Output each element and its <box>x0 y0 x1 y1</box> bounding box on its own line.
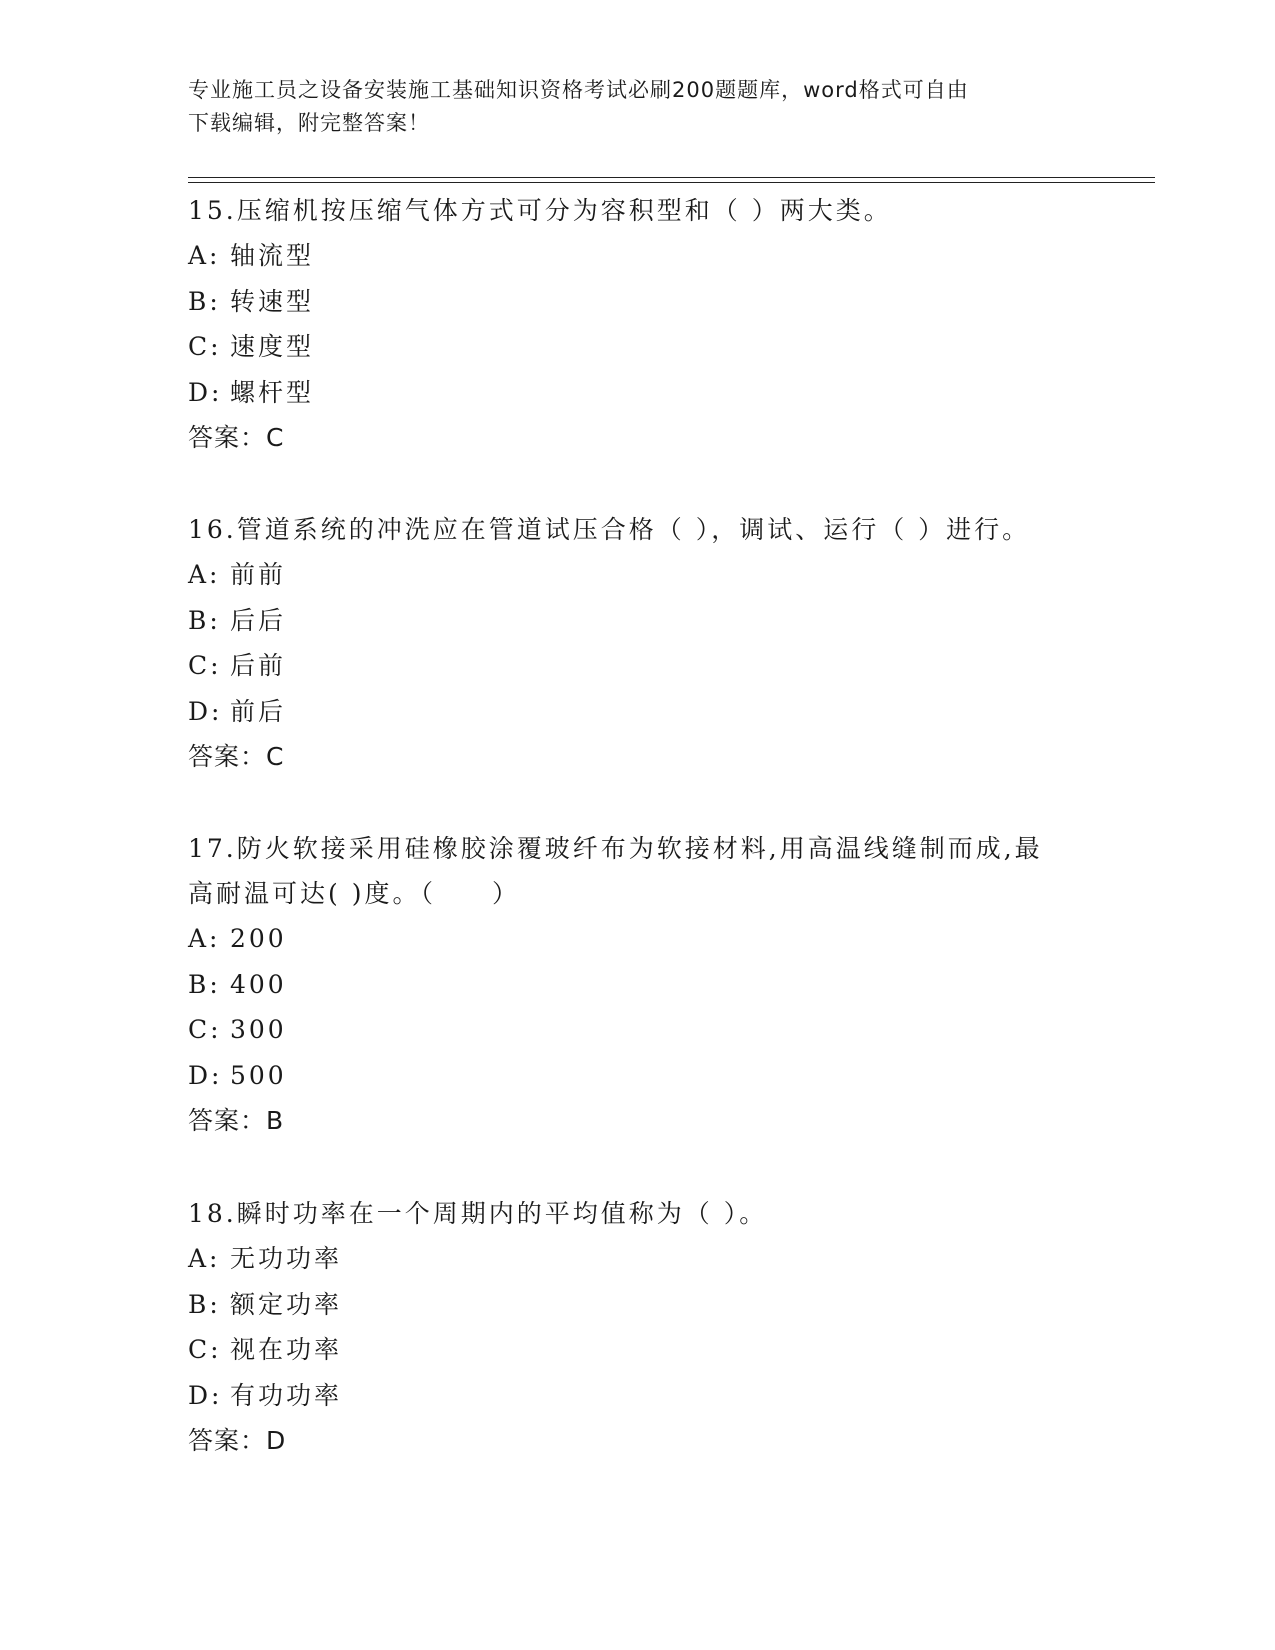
option-letter: C: <box>188 1015 222 1044</box>
option-letter: A: <box>188 924 221 953</box>
option-text: 后前 <box>230 651 287 680</box>
option-b <box>188 598 1088 644</box>
header-line-1: 专业施工员之设备安装施工基础知识资格考试必刷200题题库，word格式可自由 <box>188 78 969 102</box>
option-letter: B: <box>188 1289 221 1319</box>
option-letter: D: <box>188 696 223 726</box>
option-letter: A: <box>188 1244 221 1273</box>
option-letter: C: <box>188 651 222 680</box>
question-17 <box>188 826 1088 1143</box>
question-16 <box>188 507 1088 779</box>
option-letter: D: <box>188 377 223 407</box>
option-text: 螺杆型 <box>230 377 315 407</box>
option-a <box>188 916 1088 962</box>
option-c <box>188 324 1088 370</box>
option-a <box>188 233 1088 279</box>
option-text: 后后 <box>230 605 287 635</box>
option-text: 400 <box>230 969 287 999</box>
question-stem-continued: 高耐温可达( )度。（ ） <box>188 879 520 908</box>
option-c <box>188 1007 1088 1053</box>
option-c <box>188 643 1088 689</box>
header-divider-top <box>188 177 1155 178</box>
option-c <box>188 1327 1088 1373</box>
option-letter: A: <box>188 241 221 270</box>
answer: 答案：D <box>188 1426 287 1455</box>
header-divider-bottom <box>188 182 1155 183</box>
option-b <box>188 279 1088 325</box>
option-letter: B: <box>188 969 221 999</box>
option-d <box>188 1053 1088 1099</box>
option-letter: B: <box>188 605 221 635</box>
question-stem: 15.压缩机按压缩气体方式可分为容积型和（ ）两大类。 <box>188 196 892 225</box>
question-stem: 16.管道系统的冲洗应在管道试压合格（ ），调试、运行（ ）进行。 <box>188 515 1031 544</box>
option-letter: B: <box>188 286 221 316</box>
option-b <box>188 962 1088 1008</box>
answer: 答案：C <box>188 423 285 452</box>
question-stem: 18.瞬时功率在一个周期内的平均值称为（ ）。 <box>188 1199 768 1228</box>
option-d <box>188 370 1088 416</box>
option-letter: D: <box>188 1060 223 1090</box>
option-text: 前前 <box>230 560 287 589</box>
option-text: 300 <box>230 1015 287 1044</box>
question-stem: 17.防火软接采用硅橡胶涂覆玻纤布为软接材料,用高温线缝制而成,最 <box>188 834 1043 863</box>
option-text: 200 <box>230 924 287 953</box>
option-b <box>188 1282 1088 1328</box>
option-d <box>188 1373 1088 1419</box>
option-text: 转速型 <box>230 286 315 316</box>
option-text: 有功功率 <box>230 1380 343 1410</box>
option-text: 视在功率 <box>230 1335 343 1364</box>
option-text: 轴流型 <box>230 241 315 270</box>
option-text: 前后 <box>230 696 287 726</box>
option-text: 500 <box>230 1060 287 1090</box>
option-text: 额定功率 <box>230 1289 343 1319</box>
option-a <box>188 552 1088 598</box>
document-header <box>188 74 1068 140</box>
option-letter: D: <box>188 1380 223 1410</box>
header-line-2: 下载编辑，附完整答案！ <box>188 111 430 135</box>
option-text: 速度型 <box>230 332 315 361</box>
answer: 答案：B <box>188 1106 285 1135</box>
option-text: 无功功率 <box>230 1244 343 1273</box>
answer: 答案：C <box>188 742 285 771</box>
option-letter: C: <box>188 1335 222 1364</box>
option-letter: A: <box>188 560 221 589</box>
option-a <box>188 1236 1088 1282</box>
option-d <box>188 689 1088 735</box>
question-15 <box>188 188 1088 460</box>
option-letter: C: <box>188 332 222 361</box>
question-18 <box>188 1191 1088 1463</box>
